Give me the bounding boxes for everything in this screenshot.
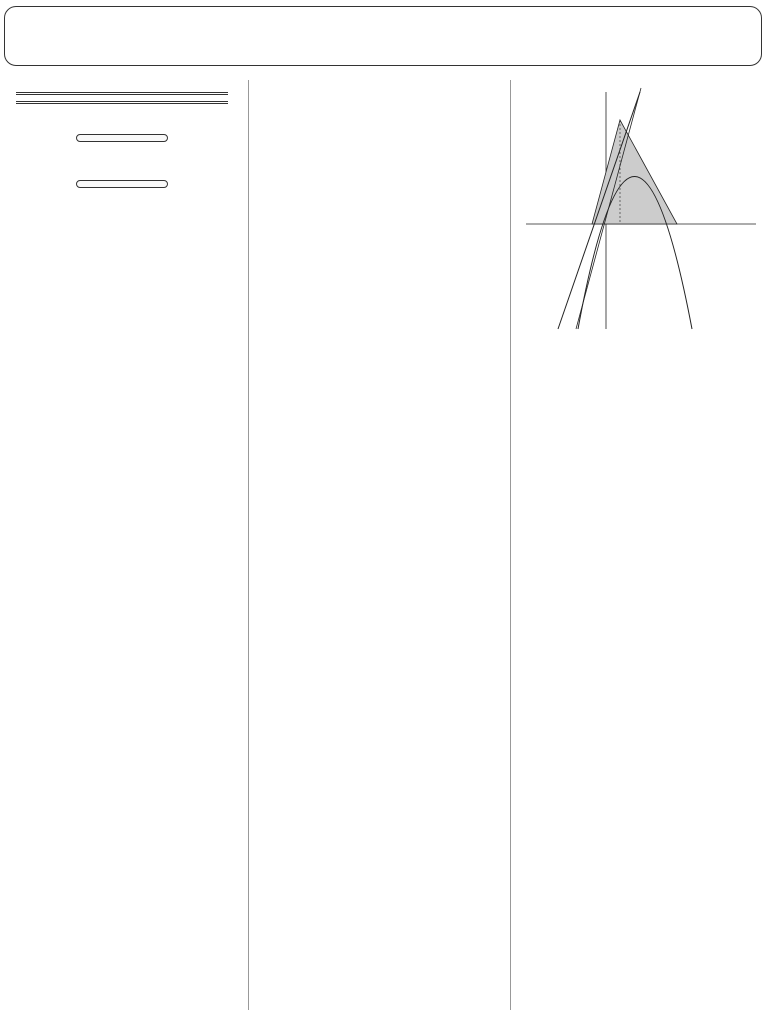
answer-label — [76, 134, 168, 142]
subject-heading — [16, 92, 228, 104]
title-box — [4, 6, 762, 66]
column-3 — [516, 84, 766, 342]
column-1 — [2, 88, 242, 202]
column-divider — [510, 80, 511, 1010]
parabola-line-graph — [516, 84, 766, 334]
triangle-abc — [592, 120, 677, 224]
column-divider — [248, 80, 249, 1010]
explanation-label — [76, 180, 168, 188]
